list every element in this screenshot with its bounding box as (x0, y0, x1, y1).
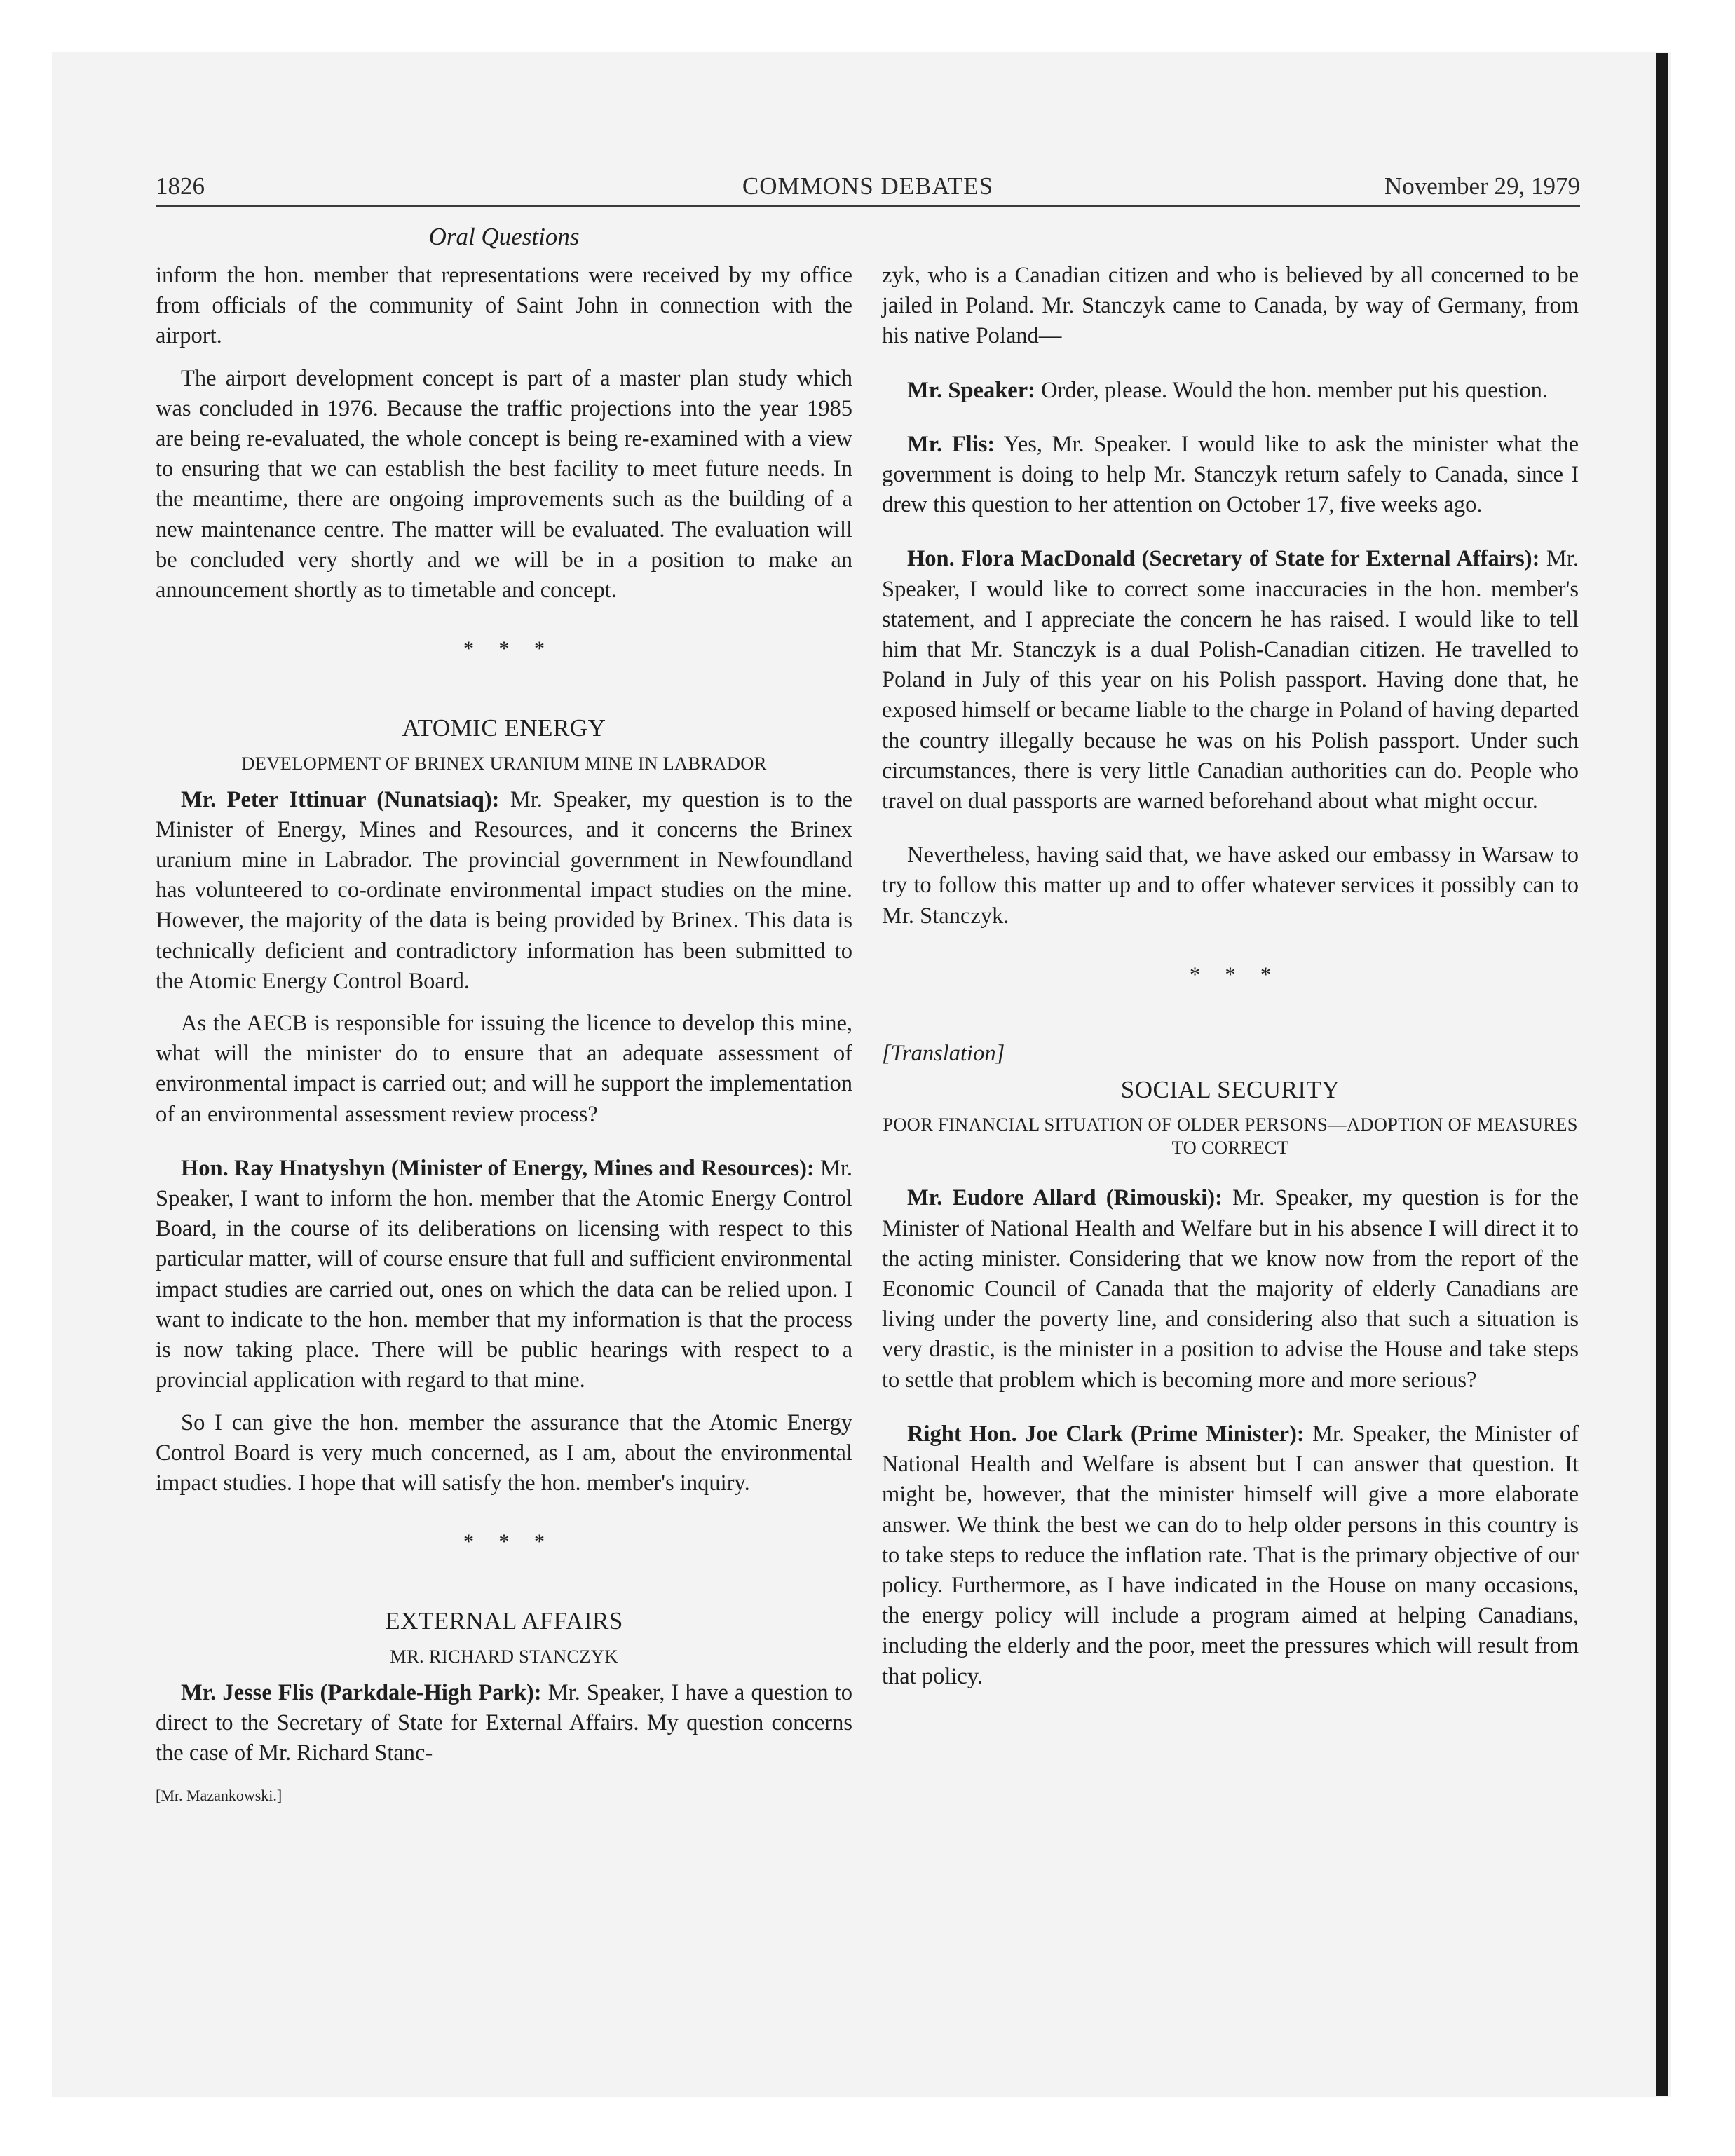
speech-text: Mr. Speaker, my question is to the Minister of Energy, Mines and Resources, and it concerns the Brinex uranium mine in Labrador. The provincial government in Newfoundland has volunteered to co-ordinate environmental impact studies on the mine. However, the majority of the data is being provided by Brinex. This data is technically deficient and contradictory information has been submitted to the Atomic Energy Control Board. (156, 786, 852, 994)
section-heading: ATOMIC ENERGY (402, 714, 606, 742)
scan-edge-bar (1656, 53, 1668, 2096)
section-label: Oral Questions (428, 223, 580, 250)
paragraph: Nevertheless, having said that, we have asked our embassy in Warsaw to try to follow this matter up and to offer whatever services it possibly can to Mr. Stanczyk. (882, 842, 1579, 929)
left-column (156, 261, 852, 1810)
page-date: November 29, 1979 (1384, 172, 1580, 200)
publication-title: COMMONS DEBATES (742, 172, 994, 200)
paragraph: The airport development concept is part of a master plan study which was concluded in 1976. Because the traffic projections into the year 1985 are being re-evaluated, the whole concept is being re-examined with a view to ensuring that we can establish the best facility to meet future needs. In the meantime, there are ongoing improvements such as the building of a new maintenance centre. The matter will be evaluated. The evaluation will be concluded very shortly and we will be in a position to make an announcement shortly as to timetable and concept. (156, 365, 852, 603)
paragraph: As the AECB is responsible for issuing the licence to develop this mine, what will the minister do to ensure that an adequate assessment of environmental impact is carried out; and will he support the implementation of an environmental assessment review process? (156, 1011, 852, 1127)
right-column (882, 261, 1579, 1704)
speaker-name: Mr. Jesse Flis (Parkdale-High Park): (181, 1679, 542, 1705)
speaker-name: Mr. Speaker: (907, 377, 1035, 403)
paragraph: So I can give the hon. member the assurance that the Atomic Energy Control Board is very much concerned, as I am, about the environmental impact studies. I hope that will satisfy the hon. member's inquiry. (156, 1410, 852, 1496)
speech-text: Mr. Speaker, I want to inform the hon. member that the Atomic Energy Control Board, in the course of its deliberations on licensing with respect to this particular matter, will of course ensure that full and sufficient environmental impact studies are carried out, ones on which the data can be relied upon. I want to indicate to the hon. member that my information is that the process is now taking place. There will be public hearings with respect to a provincial application with regard to that mine. (156, 1155, 852, 1393)
paragraph (882, 430, 1579, 521)
speaker-name: Mr. Eudore Allard (Rimouski): (907, 1185, 1223, 1211)
header-rule (156, 205, 1580, 207)
section-separator: * * * (1190, 962, 1271, 986)
section-heading: EXTERNAL AFFAIRS (385, 1607, 623, 1635)
paragraph: zyk, who is a Canadian citizen and who is believed by all concerned to be jailed in Poland. Mr. Stanczyk came to Canada, by way of Germany, from his native Poland— (882, 263, 1579, 349)
paragraph (156, 785, 852, 997)
speaker-name: Hon. Flora MacDonald (Secretary of State for External Affairs): (907, 546, 1540, 572)
section-separator: * * * (463, 637, 545, 661)
section-subheading: POOR FINANCIAL SITUATION OF OLDER PERSONS—ADOPTION OF MEASURES TO CORRECT (883, 1114, 1578, 1159)
speech-text: Mr. Speaker, the Minister of National Health and Welfare is absent but I can answer that question. It might be, however, that the minister himself will give a more elaborate answer. We think the best we can do to help older persons in this country is to take steps to reduce the inflation rate. That is the primary objective of our policy. Furthermore, as I have indicated in the House on many occasions, the energy policy will include a program aimed at helping Canadians, including the elderly and the poor, meet the pressures which will result from that policy. (882, 1421, 1579, 1689)
section-separator: * * * (463, 1530, 545, 1554)
speech-text: Mr. Speaker, I have a question to direct to the Secretary of State for External Affairs. My question concerns the case of Mr. Richard Stanc- (156, 1679, 852, 1766)
speech-text: Mr. Speaker, I would like to correct some inaccuracies in the hon. member's statement, and I appreciate the concern he has raised. I would like to tell him that Mr. Stanczyk is a dual Polish-Canadian citizen. He travelled to Poland in July of this year on his Polish passport. Having done that, he exposed himself or became liable to the charge in Poland of having departed the country illegally because he was on his Polish passport. Under such circumstances, there is very little Canadian authorities can do. People who travel on dual passports are warned beforehand about what might occur. (882, 546, 1579, 814)
speech-text: Yes, Mr. Speaker. I would like to ask the minister what the government is doing to help Mr. Stanczyk return safely to Canada, since I drew this question to her attention on October 17, five weeks ago. (882, 431, 1579, 518)
speaker-name: Mr. Peter Ittinuar (Nunatsiaq): (181, 786, 500, 812)
page-header (156, 172, 1580, 207)
page-number: 1826 (156, 172, 205, 200)
paragraph (882, 376, 1579, 406)
section-subheading: MR. RICHARD STANCZYK (390, 1645, 618, 1667)
paragraph (156, 1154, 852, 1396)
section-heading: SOCIAL SECURITY (1120, 1076, 1340, 1104)
speech-text: Mr. Speaker, my question is for the Minister of National Health and Welfare but in his absence I will direct it to the acting minister. Considering that we know now from the report of the Economic Council of Canada that the majority of elderly Canadians are living under the poverty line, and considering also that such a situation is very drastic, is the minister in a position to advise the House and take steps to settle that problem which is becoming more and more serious? (882, 1185, 1579, 1393)
speaker-name: Hon. Ray Hnatyshyn (Minister of Energy, Mines and Resources): (181, 1155, 815, 1181)
paragraph (882, 1183, 1579, 1395)
signature-note: [Mr. Mazankowski.] (156, 1787, 283, 1805)
speech-text: Order, please. Would the hon. member put his question. (1035, 377, 1549, 403)
paragraph (882, 544, 1579, 817)
speaker-name: Mr. Flis: (907, 431, 995, 457)
speaker-name: Right Hon. Joe Clark (Prime Minister): (907, 1421, 1305, 1447)
paragraph (156, 1678, 852, 1769)
section-subheading: DEVELOPMENT OF BRINEX URANIUM MINE IN LABRADOR (241, 752, 767, 774)
translation-note: [Translation] (882, 1041, 1005, 1067)
paragraph (882, 1419, 1579, 1692)
paragraph: inform the hon. member that representations were received by my office from officials of the community of Saint John in connection with the airport. (156, 263, 852, 349)
